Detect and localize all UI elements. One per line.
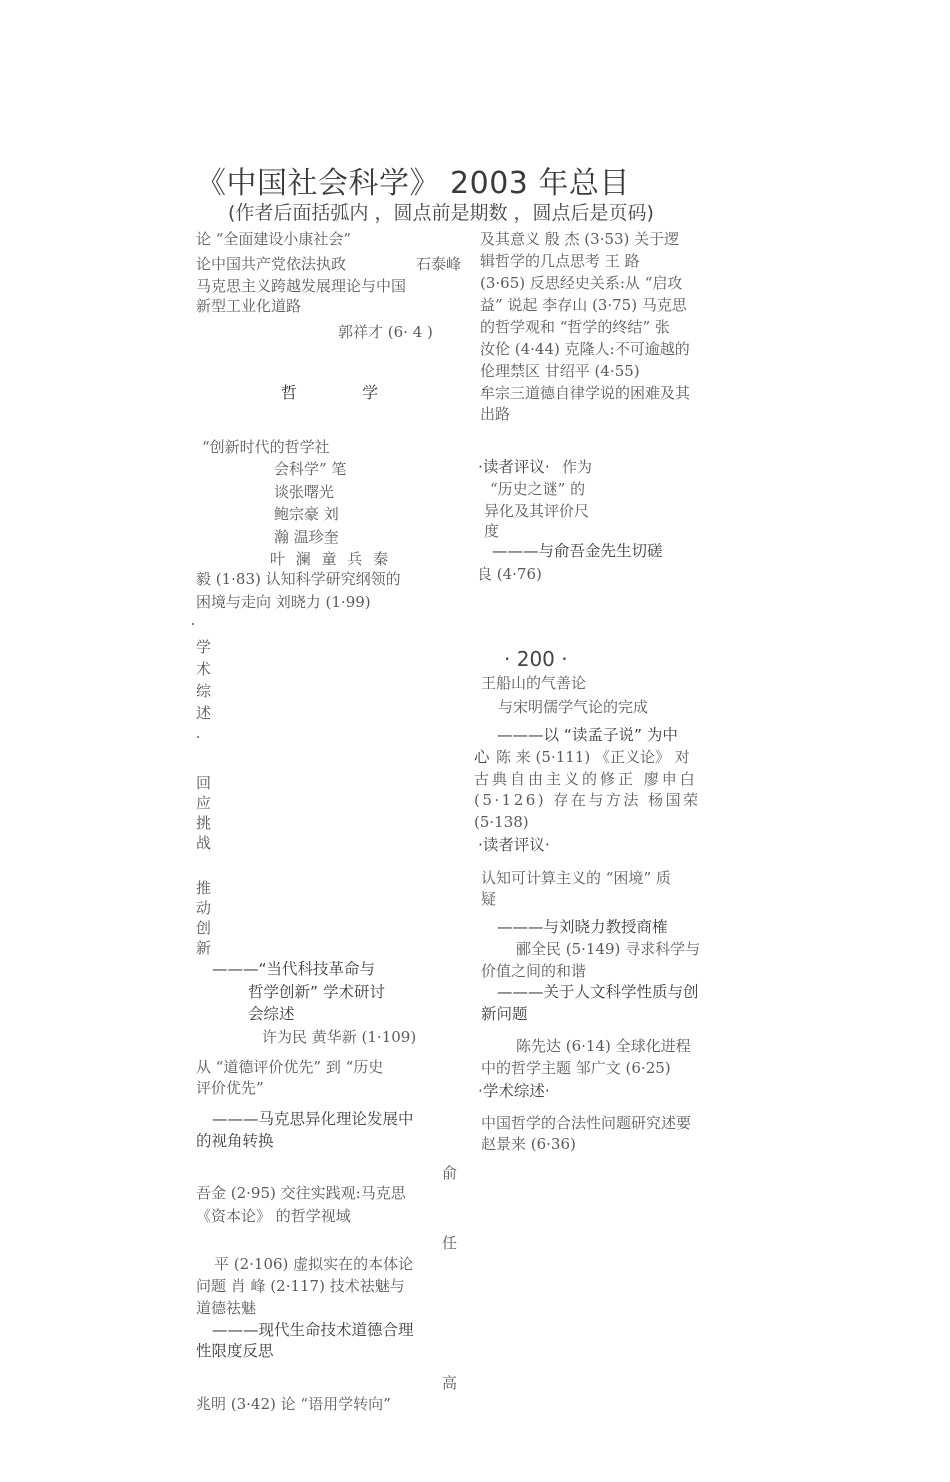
entry-line: 道德祛魅 xyxy=(196,1299,257,1317)
section-label-academic-review: ·学术综述· xyxy=(478,1082,550,1100)
entry-line: 论中国共产党依法执政 xyxy=(196,255,347,273)
entry-line: 赵景来 (6·36) xyxy=(481,1135,576,1153)
entry-subtitle: ———现代生命技术道德合理 xyxy=(212,1321,414,1339)
entry-line: 的哲学观和 “哲学的终结” 张 xyxy=(480,318,670,336)
entry-subtitle: 新问题 xyxy=(481,1005,528,1023)
entry-line: 马克思主义跨越发展理论与中国 xyxy=(196,277,407,295)
entry-line: 新型工业化道路 xyxy=(196,297,302,315)
entry-line: 价值之间的和谐 xyxy=(481,962,587,980)
entry-line: 困境与走向 刘晓力 (1·99) xyxy=(196,593,371,611)
entry-line: 谈张曙光 xyxy=(274,483,335,501)
entry-line: 平 (2·106) 虚拟实在的本体论 xyxy=(214,1255,414,1273)
entry-line: 中国哲学的合法性问题研究述要 xyxy=(481,1114,692,1132)
entry-line: 及其意义 殷 杰 (3·53) 关于逻 xyxy=(480,230,680,248)
entry-subtitle: 哲学创新” 学术研讨 xyxy=(248,983,385,1001)
section-heading-philosophy: 哲 学 xyxy=(281,383,409,402)
document-subtitle: (作者后面括弧内 ，圆点前是期数 ，圆点后是页码) xyxy=(228,202,654,224)
entry-line: 辑哲学的几点思考 王 路 xyxy=(480,252,640,270)
entry-line: 汝伦 (4·44) 克隆人:不可逾越的 xyxy=(480,340,690,358)
entry-line: 牟宗三道德自律学说的困难及其 xyxy=(480,384,691,402)
entry-line: “历史之谜” 的 xyxy=(490,480,586,498)
entry-line: 鲍宗豪 刘 xyxy=(274,505,339,523)
author-name: 石泰峰 xyxy=(416,255,462,273)
entry-line: 郦全民 (5·149) 寻求科学与 xyxy=(516,940,701,958)
entry-subtitle: ———“当代科技革命与 xyxy=(212,960,376,978)
section-label-reader-review: ·读者评议· xyxy=(478,458,550,476)
entry-line: 认知可计算主义的 “困境” 质 xyxy=(481,869,671,887)
entry-subtitle: 心 xyxy=(474,748,490,766)
vertical-label-promote-innovation: 推动创新 xyxy=(196,879,212,957)
author-name: 高 xyxy=(442,1374,458,1392)
entry-line: 作为 xyxy=(562,458,593,476)
entry-line: 度 xyxy=(484,522,500,540)
entry-line: 伦理禁区 甘绍平 (4·55) xyxy=(480,362,640,380)
author-name: 俞 xyxy=(442,1164,458,1182)
author-name: 任 xyxy=(442,1234,458,1252)
section-label-reader-review: ·读者评议· xyxy=(478,836,550,854)
entry-line: 从 “道德评价优先” 到 “历史 xyxy=(196,1058,384,1076)
entry-line: 中的哲学主题 邹广文 (6·25) xyxy=(481,1059,671,1077)
entry-line: “创新时代的哲学社 xyxy=(202,438,330,456)
entry-line: 《资本论》 的哲学视域 xyxy=(196,1207,351,1225)
entry-line: 毅 (1·83) 认知科学研究纲领的 xyxy=(196,570,401,588)
entry-line: 疑 xyxy=(481,890,497,908)
entry-line: 益” 说起 李存山 (3·75) 马克思 xyxy=(480,296,687,314)
entry-line: 陈先达 (6·14) 全球化进程 xyxy=(516,1037,691,1055)
entry-line: 陈 来 (5·111) 《正义论》 对 xyxy=(496,748,690,766)
bullet-dot xyxy=(197,736,199,738)
entry-subtitle: 性限度反思 xyxy=(196,1342,274,1360)
entry-line: 评价优先” xyxy=(196,1079,264,1097)
entry-line: 王船山的气善论 xyxy=(481,674,587,692)
entry-line: 兆明 (3·42) 论 “语用学转向” xyxy=(196,1395,391,1413)
vertical-label-respond-challenge: 回应挑战 xyxy=(196,774,212,852)
entry-subtitle: ———与俞吾金先生切磋 xyxy=(492,542,663,560)
entry-line: (5·138) xyxy=(474,813,529,831)
entry-line: 会科学” 笔 xyxy=(274,460,347,478)
page-number: · 200 · xyxy=(504,647,568,671)
author-citation: 许为民 黄华新 (1·109) xyxy=(262,1028,417,1046)
entry-subtitle: 的视角转换 xyxy=(196,1132,274,1150)
entry-line: 出路 xyxy=(480,405,511,423)
entry-subtitle: ———与刘晓力教授商榷 xyxy=(497,918,668,936)
author-citation: 郭祥才 (6· 4 ) xyxy=(338,323,433,341)
author-citation: 良 (4·76) xyxy=(477,565,542,583)
entry-subtitle: ———马克思异化理论发展中 xyxy=(212,1110,414,1128)
entry-line: (5·126) 存在与方法 杨国荣 xyxy=(474,791,701,809)
entry-subtitle: ———以 “读孟子说” 为中 xyxy=(497,726,678,744)
entry-line: 异化及其评价尺 xyxy=(484,502,590,520)
entry-line: 问题 肖 峰 (2·117) 技术祛魅与 xyxy=(196,1277,405,1295)
entry-subtitle: ———关于人文科学性质与创 xyxy=(497,983,699,1001)
entry-line: 论 “全面建设小康社会” xyxy=(196,230,352,248)
entry-line: 瀚 温珍奎 xyxy=(274,528,339,546)
entry-subtitle: 会综述 xyxy=(248,1005,295,1023)
entry-line: 吾金 (2·95) 交往实践观:马克思 xyxy=(196,1184,406,1202)
vertical-label-academic-review: 学术综述 xyxy=(196,638,212,722)
entry-line: 古典自由主义的修正 廖申白 xyxy=(474,770,698,788)
document-title: 《中国社会科学》 2003 年总目 xyxy=(196,166,630,201)
bullet-dot xyxy=(192,623,194,625)
entry-line: 叶 澜 童 兵 秦 xyxy=(270,550,389,568)
entry-line: 与宋明儒学气论的完成 xyxy=(498,698,649,716)
entry-line: (3·65) 反思经史关系:从 “启攻 xyxy=(480,274,683,292)
